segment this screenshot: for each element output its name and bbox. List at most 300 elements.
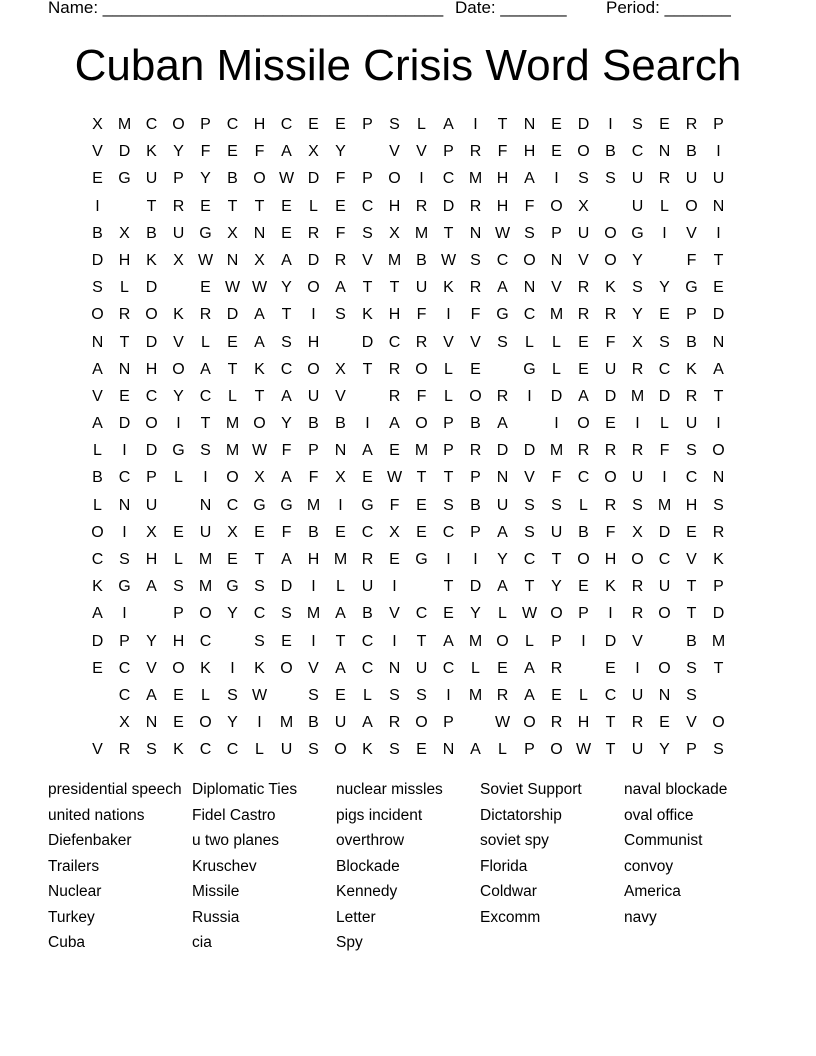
grid-cell[interactable]: R — [469, 197, 482, 215]
grid-cell[interactable]: D — [469, 578, 482, 596]
grid-cell[interactable]: L — [174, 469, 183, 487]
grid-cell[interactable]: B — [92, 224, 103, 242]
grid-cell[interactable] — [651, 628, 678, 655]
grid-cell[interactable]: F — [686, 251, 697, 269]
grid-cell[interactable]: U — [415, 279, 428, 297]
grid-cell[interactable]: W — [251, 442, 268, 460]
grid-cell[interactable]: T — [686, 605, 697, 623]
grid-cell[interactable]: H — [307, 551, 320, 568]
grid-cell[interactable]: M — [414, 224, 429, 242]
grid-cell[interactable]: R — [712, 523, 725, 541]
grid-cell[interactable]: R — [577, 442, 590, 460]
grid-cell[interactable]: S — [254, 578, 265, 596]
grid-cell[interactable]: R — [199, 306, 212, 324]
grid-cell[interactable]: P — [713, 578, 724, 596]
grid-cell[interactable]: F — [281, 523, 292, 541]
grid-cell[interactable]: H — [388, 197, 401, 215]
grid-cell[interactable]: O — [388, 170, 401, 188]
grid-cell[interactable]: C — [118, 469, 131, 487]
grid-cell[interactable]: I — [176, 415, 181, 433]
grid-cell[interactable]: R — [550, 714, 563, 732]
grid-cell[interactable]: H — [118, 251, 131, 269]
grid-cell[interactable]: C — [280, 360, 293, 378]
grid-cell[interactable]: S — [281, 333, 292, 351]
grid-cell[interactable]: I — [716, 143, 721, 161]
grid-cell[interactable]: O — [172, 659, 185, 677]
grid-cell[interactable]: E — [335, 116, 346, 133]
grid-cell[interactable]: R — [604, 496, 617, 514]
grid-cell[interactable]: L — [444, 360, 453, 378]
grid-cell[interactable]: R — [685, 387, 698, 405]
grid-cell[interactable]: D — [145, 442, 158, 460]
grid-cell[interactable]: F — [335, 170, 346, 188]
grid-cell[interactable]: L — [93, 442, 102, 460]
grid-cell[interactable]: K — [254, 360, 265, 378]
grid-cell[interactable]: E — [659, 116, 670, 133]
grid-cell[interactable]: E — [227, 143, 238, 161]
grid-cell[interactable]: E — [416, 741, 427, 759]
grid-cell[interactable]: I — [662, 469, 667, 487]
grid-cell[interactable]: X — [227, 224, 238, 242]
grid-cell[interactable]: X — [335, 469, 346, 487]
grid-cell[interactable]: B — [416, 251, 427, 269]
grid-cell[interactable]: E — [551, 143, 562, 161]
grid-cell[interactable] — [84, 682, 111, 709]
grid-cell[interactable]: I — [446, 306, 451, 324]
grid-cell[interactable]: O — [577, 143, 590, 161]
grid-cell[interactable]: A — [254, 333, 265, 351]
grid-cell[interactable]: I — [419, 170, 424, 188]
grid-cell[interactable]: E — [254, 523, 265, 541]
grid-cell[interactable]: A — [281, 387, 292, 405]
grid-cell[interactable]: N — [496, 469, 509, 487]
grid-cell[interactable]: L — [174, 551, 183, 568]
grid-cell[interactable]: E — [389, 551, 400, 568]
grid-cell[interactable]: E — [335, 523, 346, 541]
grid-cell[interactable] — [219, 628, 246, 655]
name-field[interactable]: Name: ____________________________________ — [48, 0, 444, 17]
grid-cell[interactable]: E — [119, 387, 130, 405]
grid-cell[interactable]: D — [712, 605, 725, 623]
grid-cell[interactable]: O — [91, 306, 104, 324]
grid-cell[interactable]: A — [254, 306, 265, 324]
grid-cell[interactable]: E — [605, 659, 616, 677]
grid-cell[interactable]: C — [415, 605, 428, 623]
grid-cell[interactable]: V — [416, 143, 427, 161]
grid-cell[interactable]: Y — [227, 714, 238, 732]
grid-cell[interactable]: P — [686, 741, 697, 759]
grid-cell[interactable]: T — [524, 578, 535, 596]
grid-cell[interactable]: E — [551, 116, 562, 133]
grid-cell[interactable]: T — [713, 387, 724, 405]
grid-cell[interactable]: U — [577, 224, 590, 242]
grid-cell[interactable]: B — [308, 415, 319, 433]
grid-cell[interactable]: U — [361, 578, 374, 596]
grid-cell[interactable]: O — [604, 224, 617, 242]
grid-cell[interactable]: L — [336, 578, 345, 596]
grid-cell[interactable]: L — [93, 496, 102, 514]
grid-cell[interactable] — [111, 193, 138, 220]
grid-cell[interactable]: W — [278, 170, 295, 188]
grid-cell[interactable]: U — [550, 523, 563, 541]
grid-cell[interactable]: T — [713, 251, 724, 269]
grid-cell[interactable]: H — [577, 714, 590, 732]
grid-cell[interactable]: W — [494, 714, 511, 732]
grid-cell[interactable]: X — [254, 469, 265, 487]
grid-cell[interactable]: V — [686, 551, 697, 568]
grid-cell[interactable]: M — [117, 116, 132, 133]
grid-cell[interactable]: E — [416, 496, 427, 514]
grid-cell[interactable]: I — [662, 224, 667, 242]
grid-cell[interactable]: T — [605, 714, 616, 732]
grid-cell[interactable]: P — [551, 632, 562, 650]
grid-cell[interactable]: X — [335, 360, 346, 378]
grid-cell[interactable]: G — [685, 279, 698, 297]
grid-cell[interactable]: S — [173, 578, 184, 596]
grid-cell[interactable]: G — [172, 442, 185, 460]
grid-cell[interactable]: S — [578, 170, 589, 188]
grid-cell[interactable]: I — [122, 605, 127, 623]
grid-cell[interactable]: I — [392, 578, 397, 596]
grid-cell[interactable]: X — [119, 224, 130, 242]
grid-cell[interactable]: G — [361, 496, 374, 514]
grid-cell[interactable]: A — [362, 442, 373, 460]
grid-cell[interactable]: F — [605, 333, 616, 351]
grid-cell[interactable]: T — [551, 551, 562, 568]
grid-cell[interactable]: P — [119, 632, 130, 650]
grid-cell[interactable]: M — [711, 632, 726, 650]
grid-cell[interactable]: D — [118, 143, 131, 161]
grid-cell[interactable]: T — [443, 224, 454, 242]
grid-cell[interactable]: O — [199, 605, 212, 623]
grid-cell[interactable]: N — [145, 714, 158, 732]
grid-cell[interactable]: M — [657, 496, 672, 514]
grid-cell[interactable]: L — [309, 197, 318, 215]
grid-cell[interactable] — [138, 600, 165, 627]
grid-cell[interactable]: U — [172, 224, 185, 242]
grid-cell[interactable]: D — [712, 306, 725, 324]
grid-cell[interactable]: R — [658, 170, 671, 188]
grid-cell[interactable]: P — [524, 741, 535, 759]
grid-cell[interactable]: L — [471, 659, 480, 677]
grid-cell[interactable]: B — [686, 632, 697, 650]
grid-cell[interactable]: C — [91, 551, 104, 568]
date-field[interactable]: Date: _______ — [455, 0, 567, 17]
grid-cell[interactable]: E — [308, 116, 319, 133]
grid-cell[interactable]: H — [523, 143, 536, 161]
grid-cell[interactable]: D — [658, 523, 671, 541]
grid-cell[interactable]: C — [685, 469, 698, 487]
grid-cell[interactable]: V — [686, 714, 697, 732]
grid-cell[interactable]: A — [146, 686, 157, 704]
grid-cell[interactable]: L — [498, 741, 507, 759]
grid-cell[interactable]: B — [92, 469, 103, 487]
grid-cell[interactable]: T — [335, 632, 346, 650]
grid-cell[interactable]: D — [361, 333, 374, 351]
grid-cell[interactable]: U — [199, 523, 212, 541]
grid-cell[interactable]: U — [631, 197, 644, 215]
grid-cell[interactable]: N — [523, 279, 536, 297]
grid-cell[interactable]: X — [119, 714, 130, 732]
grid-cell[interactable]: X — [389, 224, 400, 242]
grid-cell[interactable]: N — [658, 686, 671, 704]
grid-cell[interactable]: E — [281, 197, 292, 215]
grid-cell[interactable]: E — [173, 523, 184, 541]
grid-cell[interactable]: G — [226, 578, 239, 596]
grid-cell[interactable]: S — [389, 741, 400, 759]
grid-cell[interactable]: O — [712, 442, 725, 460]
grid-cell[interactable]: O — [307, 279, 320, 297]
grid-cell[interactable] — [516, 410, 543, 437]
grid-cell[interactable]: O — [658, 659, 671, 677]
grid-cell[interactable]: X — [389, 523, 400, 541]
grid-cell[interactable]: K — [605, 578, 616, 596]
grid-cell[interactable]: I — [635, 659, 640, 677]
grid-cell[interactable]: Y — [173, 143, 184, 161]
grid-cell[interactable]: W — [197, 251, 214, 269]
grid-cell[interactable]: L — [498, 605, 507, 623]
grid-cell[interactable]: C — [658, 551, 671, 568]
grid-cell[interactable]: G — [523, 360, 536, 378]
grid-cell[interactable]: U — [496, 496, 509, 514]
grid-cell[interactable]: R — [388, 714, 401, 732]
grid-cell[interactable]: V — [308, 659, 319, 677]
grid-cell[interactable]: N — [712, 333, 725, 351]
grid-cell[interactable]: V — [173, 333, 184, 351]
grid-cell[interactable]: H — [496, 170, 509, 188]
grid-cell[interactable] — [408, 573, 435, 600]
grid-cell[interactable]: R — [415, 197, 428, 215]
grid-cell[interactable]: X — [146, 523, 157, 541]
grid-cell[interactable]: C — [226, 496, 239, 514]
grid-cell[interactable]: M — [306, 605, 321, 623]
grid-cell[interactable]: R — [631, 360, 644, 378]
grid-cell[interactable]: R — [334, 251, 347, 269]
grid-cell[interactable]: T — [362, 279, 373, 297]
grid-cell[interactable]: F — [470, 306, 481, 324]
grid-cell[interactable]: D — [496, 442, 509, 460]
grid-cell[interactable]: Y — [146, 632, 157, 650]
grid-cell[interactable]: A — [335, 605, 346, 623]
grid-cell[interactable]: S — [416, 686, 427, 704]
grid-cell[interactable]: L — [579, 686, 588, 704]
grid-cell[interactable]: E — [335, 197, 346, 215]
grid-cell[interactable]: C — [145, 116, 158, 133]
grid-cell[interactable]: I — [581, 632, 586, 650]
grid-cell[interactable]: O — [658, 605, 671, 623]
grid-cell[interactable]: D — [145, 279, 158, 297]
grid-cell[interactable]: O — [550, 741, 563, 759]
grid-cell[interactable]: R — [631, 578, 644, 596]
grid-cell[interactable]: M — [198, 578, 213, 596]
grid-cell[interactable]: R — [415, 333, 428, 351]
grid-cell[interactable]: I — [338, 496, 343, 514]
grid-cell[interactable]: L — [201, 686, 210, 704]
grid-cell[interactable]: S — [497, 333, 508, 351]
grid-cell[interactable]: K — [254, 659, 265, 677]
grid-cell[interactable]: A — [443, 632, 454, 650]
grid-cell[interactable]: T — [227, 360, 238, 378]
grid-cell[interactable]: I — [122, 523, 127, 541]
grid-cell[interactable]: R — [361, 551, 374, 568]
grid-cell[interactable]: F — [416, 387, 427, 405]
grid-cell[interactable]: T — [254, 387, 265, 405]
grid-cell[interactable]: P — [443, 143, 454, 161]
grid-cell[interactable] — [354, 138, 381, 165]
grid-cell[interactable]: H — [388, 306, 401, 324]
grid-cell[interactable]: Y — [227, 605, 238, 623]
grid-cell[interactable]: E — [173, 714, 184, 732]
grid-cell[interactable]: L — [552, 360, 561, 378]
grid-cell[interactable]: S — [470, 251, 481, 269]
grid-cell[interactable]: I — [122, 442, 127, 460]
grid-cell[interactable]: E — [227, 333, 238, 351]
grid-cell[interactable]: U — [415, 659, 428, 677]
grid-cell[interactable]: R — [631, 605, 644, 623]
grid-cell[interactable]: X — [227, 523, 238, 541]
grid-cell[interactable]: U — [658, 578, 671, 596]
grid-cell[interactable]: O — [631, 551, 644, 568]
grid-cell[interactable]: C — [199, 741, 212, 759]
grid-cell[interactable]: O — [415, 714, 428, 732]
grid-cell[interactable]: F — [389, 496, 400, 514]
grid-cell[interactable]: A — [200, 360, 211, 378]
grid-cell[interactable]: I — [446, 686, 451, 704]
grid-cell[interactable]: E — [200, 197, 211, 215]
grid-cell[interactable]: I — [473, 551, 478, 568]
grid-cell[interactable]: T — [443, 469, 454, 487]
grid-cell[interactable] — [705, 682, 732, 709]
grid-cell[interactable]: V — [551, 279, 562, 297]
grid-cell[interactable]: I — [446, 551, 451, 568]
grid-cell[interactable]: T — [497, 116, 508, 133]
grid-cell[interactable]: V — [92, 143, 103, 161]
grid-cell[interactable]: C — [523, 551, 536, 568]
grid-cell[interactable]: O — [577, 415, 590, 433]
grid-cell[interactable]: V — [443, 333, 454, 351]
grid-cell[interactable]: T — [443, 578, 454, 596]
grid-cell[interactable]: V — [92, 387, 103, 405]
grid-cell[interactable]: G — [199, 224, 212, 242]
grid-cell[interactable]: I — [554, 170, 559, 188]
grid-cell[interactable]: Y — [551, 578, 562, 596]
grid-cell[interactable]: T — [362, 360, 373, 378]
grid-cell[interactable]: S — [632, 496, 643, 514]
grid-cell[interactable]: O — [523, 251, 536, 269]
period-field[interactable]: Period: _______ — [606, 0, 731, 17]
grid-cell[interactable]: O — [253, 170, 266, 188]
grid-cell[interactable]: M — [468, 686, 483, 704]
grid-cell[interactable]: A — [281, 143, 292, 161]
grid-cell[interactable]: V — [578, 251, 589, 269]
grid-cell[interactable]: O — [550, 197, 563, 215]
grid-cell[interactable]: E — [173, 686, 184, 704]
grid-cell[interactable]: D — [577, 116, 590, 133]
grid-cell[interactable]: C — [199, 632, 212, 650]
grid-cell[interactable] — [165, 274, 192, 301]
grid-cell[interactable]: C — [361, 659, 374, 677]
grid-cell[interactable]: E — [362, 469, 373, 487]
grid-cell[interactable]: S — [551, 496, 562, 514]
grid-cell[interactable]: X — [308, 143, 319, 161]
grid-cell[interactable]: O — [415, 415, 428, 433]
grid-cell[interactable]: U — [685, 170, 698, 188]
grid-cell[interactable]: C — [226, 116, 239, 133]
grid-cell[interactable]: O — [577, 551, 590, 568]
grid-cell[interactable]: N — [334, 442, 347, 460]
grid-cell[interactable]: H — [685, 496, 698, 514]
grid-cell[interactable]: M — [225, 442, 240, 460]
grid-cell[interactable]: R — [307, 224, 320, 242]
grid-cell[interactable] — [165, 492, 192, 519]
grid-cell[interactable]: R — [388, 360, 401, 378]
grid-cell[interactable]: E — [200, 279, 211, 297]
grid-cell[interactable]: C — [631, 143, 644, 161]
grid-cell[interactable]: M — [549, 306, 564, 324]
grid-cell[interactable]: I — [392, 632, 397, 650]
grid-cell[interactable]: A — [578, 387, 589, 405]
grid-cell[interactable]: E — [92, 170, 103, 188]
grid-cell[interactable]: A — [335, 279, 346, 297]
grid-cell[interactable]: W — [494, 224, 511, 242]
grid-cell[interactable]: U — [145, 496, 158, 514]
grid-cell[interactable]: L — [255, 741, 264, 759]
grid-cell[interactable]: O — [523, 714, 536, 732]
grid-cell[interactable]: E — [578, 360, 589, 378]
grid-cell[interactable]: I — [608, 605, 613, 623]
grid-cell[interactable] — [327, 329, 354, 356]
grid-cell[interactable]: U — [145, 170, 158, 188]
grid-cell[interactable]: E — [416, 523, 427, 541]
grid-cell[interactable]: O — [712, 714, 725, 732]
grid-cell[interactable]: S — [524, 523, 535, 541]
grid-cell[interactable]: U — [685, 415, 698, 433]
grid-cell[interactable]: O — [469, 387, 482, 405]
grid-cell[interactable]: W — [251, 279, 268, 297]
grid-cell[interactable]: K — [686, 360, 697, 378]
grid-cell[interactable] — [570, 655, 597, 682]
grid-cell[interactable]: O — [253, 415, 266, 433]
grid-cell[interactable]: K — [173, 741, 184, 759]
grid-cell[interactable]: C — [577, 469, 590, 487]
grid-cell[interactable]: N — [658, 143, 671, 161]
grid-cell[interactable]: R — [469, 442, 482, 460]
grid-cell[interactable]: G — [496, 306, 509, 324]
grid-cell[interactable]: S — [524, 224, 535, 242]
grid-cell[interactable]: U — [631, 686, 644, 704]
grid-cell[interactable]: O — [172, 116, 185, 133]
grid-cell[interactable]: A — [497, 415, 508, 433]
grid-cell[interactable]: S — [119, 551, 130, 568]
grid-cell[interactable]: T — [200, 415, 211, 433]
grid-cell[interactable]: O — [307, 360, 320, 378]
grid-cell[interactable]: I — [473, 116, 478, 133]
grid-cell[interactable]: S — [92, 279, 103, 297]
grid-cell[interactable]: P — [470, 523, 481, 541]
grid-cell[interactable]: R — [577, 306, 590, 324]
grid-cell[interactable]: N — [550, 251, 563, 269]
grid-cell[interactable]: R — [172, 197, 185, 215]
grid-cell[interactable]: M — [387, 251, 402, 269]
grid-cell[interactable]: N — [442, 741, 455, 759]
grid-cell[interactable]: A — [92, 605, 103, 623]
grid-cell[interactable]: B — [227, 170, 238, 188]
grid-cell[interactable]: S — [632, 279, 643, 297]
grid-cell[interactable]: U — [334, 714, 347, 732]
grid-cell[interactable]: T — [389, 279, 400, 297]
grid-cell[interactable]: S — [686, 442, 697, 460]
grid-cell[interactable]: Y — [632, 306, 643, 324]
